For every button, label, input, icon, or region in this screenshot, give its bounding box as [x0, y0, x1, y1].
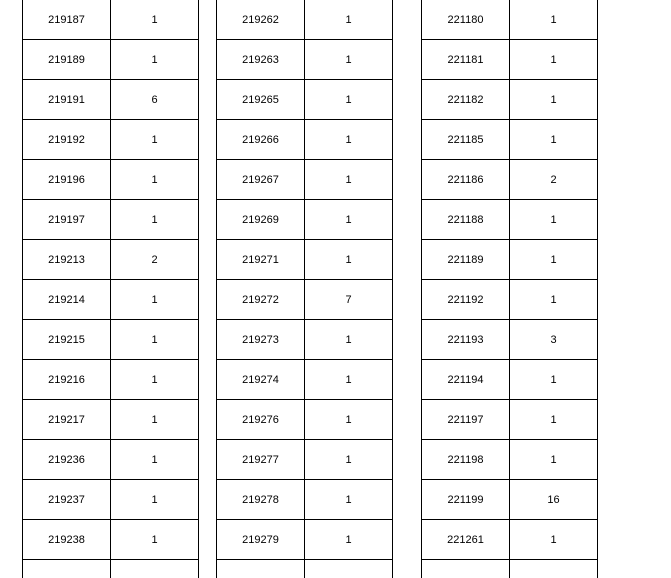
count-cell: 3 — [510, 320, 598, 360]
table-row — [422, 160, 598, 200]
table-row — [217, 320, 393, 360]
count-cell: 7 — [305, 280, 393, 320]
code-cell: 219217 — [23, 400, 111, 440]
code-cell: 219278 — [217, 480, 305, 520]
code-cell: 221198 — [422, 440, 510, 480]
table-row — [217, 280, 393, 320]
count-cell: 1 — [111, 40, 199, 80]
count-cell: 1 — [305, 0, 393, 40]
table-row — [23, 240, 199, 280]
count-cell: 1 — [510, 400, 598, 440]
code-cell — [422, 560, 510, 578]
code-cell: 219273 — [217, 320, 305, 360]
table-row — [217, 80, 393, 120]
count-cell: 1 — [305, 520, 393, 560]
count-cell: 1 — [510, 120, 598, 160]
code-cell: 219271 — [217, 240, 305, 280]
table-3-body — [422, 0, 598, 578]
table-row — [217, 120, 393, 160]
table-row — [23, 320, 199, 360]
count-cell: 1 — [305, 160, 393, 200]
table-row — [217, 40, 393, 80]
count-cell: 1 — [510, 280, 598, 320]
table-row — [23, 360, 199, 400]
code-cell: 221182 — [422, 80, 510, 120]
count-cell: 1 — [111, 360, 199, 400]
table-row — [217, 240, 393, 280]
table-1-body — [23, 0, 199, 578]
table-row — [23, 200, 199, 240]
table-row — [422, 80, 598, 120]
table-row — [23, 400, 199, 440]
count-cell: 1 — [305, 40, 393, 80]
table-2-body — [217, 0, 393, 578]
table-row — [422, 520, 598, 560]
code-cell: 221194 — [422, 360, 510, 400]
count-cell: 1 — [111, 120, 199, 160]
count-cell: 1 — [305, 480, 393, 520]
code-cell: 221192 — [422, 280, 510, 320]
count-cell: 1 — [111, 0, 199, 40]
table-row — [217, 200, 393, 240]
code-cell: 221261 — [422, 520, 510, 560]
count-cell: 1 — [510, 240, 598, 280]
code-cell: 219265 — [217, 80, 305, 120]
table-row — [422, 360, 598, 400]
table-row — [422, 480, 598, 520]
table-row — [422, 0, 598, 40]
count-cell: 1 — [510, 200, 598, 240]
table-row — [23, 440, 199, 480]
count-cell — [305, 560, 393, 578]
table-row — [217, 400, 393, 440]
count-cell: 1 — [305, 320, 393, 360]
table-row — [422, 40, 598, 80]
table-row — [217, 560, 393, 578]
count-cell: 1 — [510, 0, 598, 40]
count-cell: 1 — [111, 440, 199, 480]
table-row — [422, 560, 598, 578]
code-cell: 221181 — [422, 40, 510, 80]
table-row — [217, 440, 393, 480]
code-cell: 219266 — [217, 120, 305, 160]
code-cell: 219263 — [217, 40, 305, 80]
count-cell: 1 — [111, 160, 199, 200]
code-cell: 221197 — [422, 400, 510, 440]
code-cell: 219237 — [23, 480, 111, 520]
code-cell: 219192 — [23, 120, 111, 160]
code-cell: 221188 — [422, 200, 510, 240]
count-cell: 1 — [111, 280, 199, 320]
count-cell: 2 — [510, 160, 598, 200]
table-row — [422, 200, 598, 240]
table-row — [23, 480, 199, 520]
count-cell: 1 — [111, 320, 199, 360]
code-cell: 219213 — [23, 240, 111, 280]
count-cell: 1 — [305, 440, 393, 480]
data-table-1 — [22, 0, 199, 578]
count-cell: 6 — [111, 80, 199, 120]
table-row — [422, 400, 598, 440]
count-cell — [111, 560, 199, 578]
code-cell: 219196 — [23, 160, 111, 200]
count-cell: 1 — [510, 520, 598, 560]
table-row — [23, 280, 199, 320]
count-cell: 1 — [510, 80, 598, 120]
count-cell — [510, 560, 598, 578]
table-row — [422, 440, 598, 480]
table-row — [23, 160, 199, 200]
table-row — [23, 80, 199, 120]
code-cell: 219236 — [23, 440, 111, 480]
count-cell: 1 — [111, 520, 199, 560]
code-cell: 219216 — [23, 360, 111, 400]
count-cell: 1 — [510, 440, 598, 480]
data-table-2 — [216, 0, 393, 578]
table-row — [217, 480, 393, 520]
table-row — [217, 360, 393, 400]
table-row — [422, 240, 598, 280]
code-cell: 219262 — [217, 0, 305, 40]
code-cell: 219279 — [217, 520, 305, 560]
count-cell: 1 — [305, 120, 393, 160]
code-cell: 219276 — [217, 400, 305, 440]
table-row — [422, 120, 598, 160]
code-cell: 219215 — [23, 320, 111, 360]
table-row — [23, 120, 199, 160]
table-row — [23, 40, 199, 80]
code-cell: 221193 — [422, 320, 510, 360]
count-cell: 1 — [111, 200, 199, 240]
code-cell — [23, 560, 111, 578]
code-cell: 221189 — [422, 240, 510, 280]
count-cell: 1 — [305, 200, 393, 240]
count-cell: 1 — [305, 360, 393, 400]
count-cell: 1 — [111, 480, 199, 520]
count-cell: 16 — [510, 480, 598, 520]
code-cell: 219187 — [23, 0, 111, 40]
code-cell: 221199 — [422, 480, 510, 520]
table-row — [217, 0, 393, 40]
code-cell: 221180 — [422, 0, 510, 40]
table-row — [23, 0, 199, 40]
code-cell: 219189 — [23, 40, 111, 80]
count-cell: 1 — [305, 400, 393, 440]
code-cell: 221185 — [422, 120, 510, 160]
code-cell: 219277 — [217, 440, 305, 480]
table-row — [422, 280, 598, 320]
code-cell: 219269 — [217, 200, 305, 240]
table-row — [217, 520, 393, 560]
code-cell: 219274 — [217, 360, 305, 400]
table-row — [422, 320, 598, 360]
count-cell: 1 — [305, 240, 393, 280]
table-row — [23, 560, 199, 578]
code-cell: 219197 — [23, 200, 111, 240]
code-cell: 219191 — [23, 80, 111, 120]
code-cell: 219238 — [23, 520, 111, 560]
count-cell: 2 — [111, 240, 199, 280]
code-cell: 221186 — [422, 160, 510, 200]
count-cell: 1 — [305, 80, 393, 120]
count-cell: 1 — [510, 360, 598, 400]
data-table-3 — [421, 0, 598, 578]
count-cell: 1 — [111, 400, 199, 440]
code-cell: 219267 — [217, 160, 305, 200]
code-cell — [217, 560, 305, 578]
code-cell: 219214 — [23, 280, 111, 320]
table-row — [217, 160, 393, 200]
code-cell: 219272 — [217, 280, 305, 320]
table-row — [23, 520, 199, 560]
count-cell: 1 — [510, 40, 598, 80]
